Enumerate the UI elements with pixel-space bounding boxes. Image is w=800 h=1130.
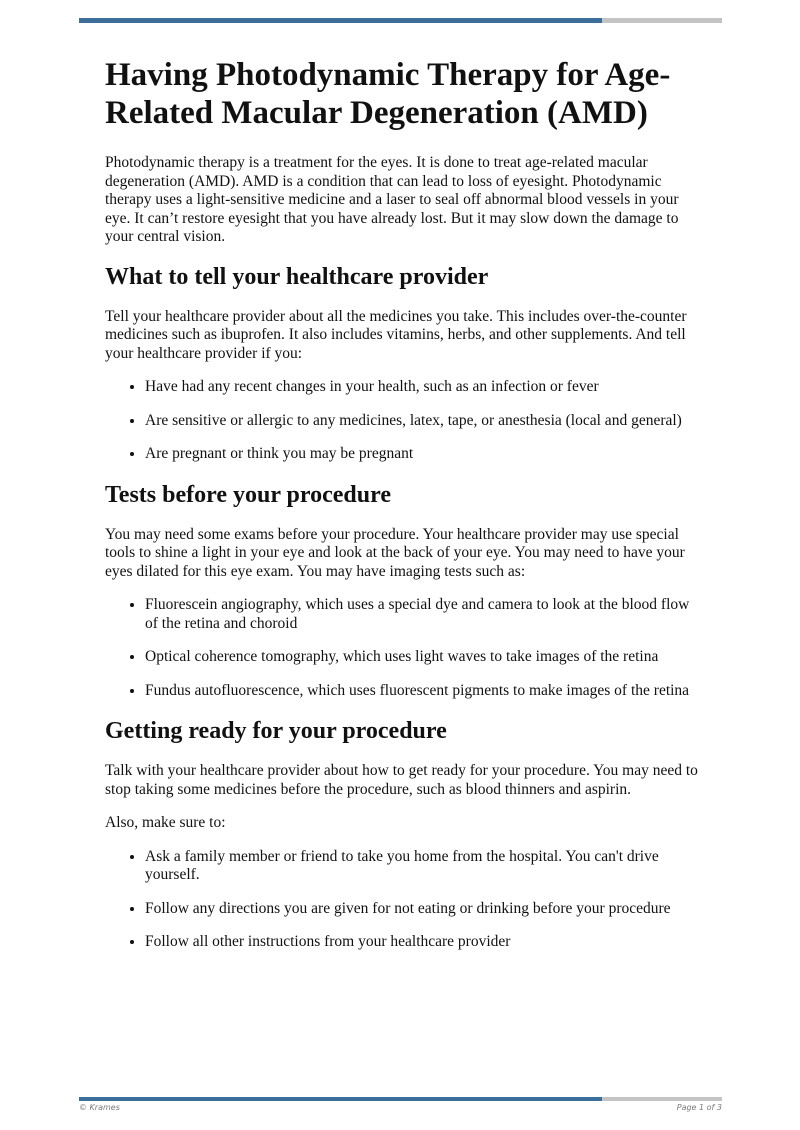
list-item: • Have had any recent changes in your health, such as an infection or fever: [145, 378, 705, 397]
list-item: • Fluorescein angiography, which uses a special dye and camera to look at the blood flow of the retina and choroid: [145, 596, 705, 633]
list-item: • Follow all other instructions from your healthcare provider: [145, 933, 705, 952]
list-item: • Ask a family member or friend to take you home from the hospital. You can't drive yourself.: [145, 848, 705, 885]
section-heading: Tests before your procedure: [105, 481, 391, 508]
section-heading: Getting ready for your procedure: [105, 718, 447, 744]
document-body: [105, 56, 705, 968]
section-paragraph: Tell your healthcare provider about all the medicines you take. This includes over-the-counter medicines such as ibuprofen. It also includes vitamins, herbs, and other supplements. And tell your healthcare provider if you:: [105, 307, 687, 362]
section-paragraph: You may need some exams before your procedure. Your healthcare provider may use special tools to shine a light in your eye and look at the back of your eye. You may need to have your eyes dilated for this eye exam. You may have imaging tests such as:: [105, 525, 685, 580]
list-item: • Are pregnant or think you may be pregnant: [145, 445, 705, 464]
bullet-list: [105, 378, 705, 464]
list-item: • Fundus autofluorescence, which uses fluorescent pigments to make images of the retina: [145, 682, 705, 701]
section-paragraph: Also, make sure to:: [105, 814, 226, 831]
list-item: • Optical coherence tomography, which uses light waves to take images of the retina: [145, 648, 705, 667]
section-what-to-tell: [105, 262, 705, 464]
top-rule-accent: [79, 18, 602, 23]
bullet-list: [105, 596, 705, 700]
page-number: Page 1 of 3: [676, 1103, 722, 1112]
footer-rule-accent: [79, 1097, 602, 1101]
bullet-list: [105, 848, 705, 952]
top-rule-gray: [602, 18, 722, 23]
list-item: • Follow any directions you are given for not eating or drinking before your procedure: [145, 900, 705, 919]
top-rule: [79, 18, 722, 23]
section-getting-ready: [105, 716, 705, 952]
footer-rule: [79, 1097, 722, 1101]
section-heading: What to tell your healthcare provider: [105, 263, 489, 290]
footer-rule-gray: [602, 1097, 722, 1101]
page-title: Having Photodynamic Therapy for Age-Related Macular Degeneration (AMD): [105, 57, 671, 131]
section-tests-before: [105, 480, 705, 701]
intro-paragraph: Photodynamic therapy is a treatment for the eyes. It is done to treat age-related macular degeneration (AMD). AMD is a condition that can lead to loss of eyesight. Photodynamic therapy uses a light-sensitive medicine and a laser to seal off abnormal blood vessels in your eye. It can’t restore eyesight that you have already lost. But it may slow down the damage to your central vision.: [105, 154, 679, 245]
list-item: • Are sensitive or allergic to any medicines, latex, tape, or anesthesia (local and general): [145, 412, 705, 431]
section-paragraph: Talk with your healthcare provider about how to get ready for your procedure. You may need to stop taking some medicines before the procedure, such as blood thinners and aspirin.: [105, 762, 698, 798]
copyright-text: © Krames: [79, 1103, 120, 1112]
